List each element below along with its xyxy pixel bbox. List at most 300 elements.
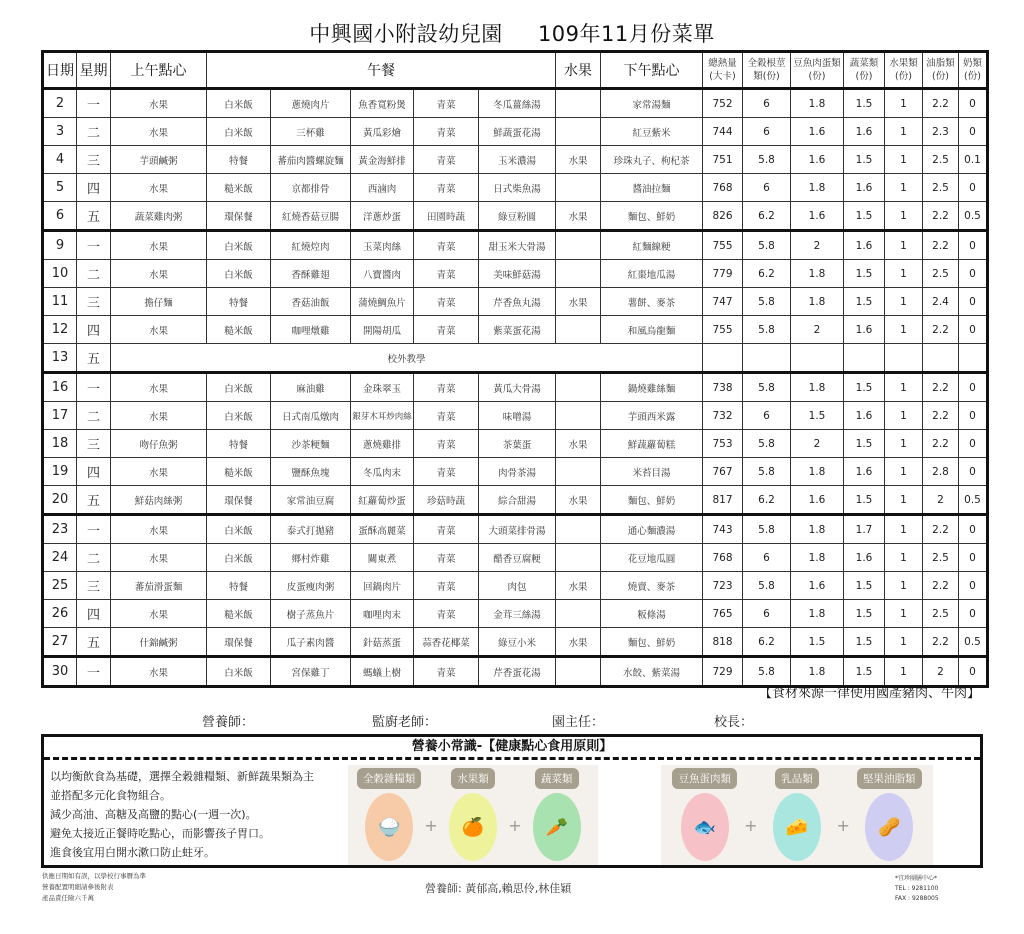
cell-side-dish: 蛋酥高麗菜 [351,515,414,544]
signature-director: 園主任： [552,715,605,730]
cell-grains: 5.8 [743,316,791,344]
cell-morning-snack: 擔仔麵 [111,288,207,316]
cell-fruit [556,373,601,402]
cell-fruit: 水果 [556,430,601,458]
cell-morning-snack: 水果 [111,316,207,344]
cell-side-dish: 洋蔥炒蛋 [351,202,414,231]
cell-fruits: 1 [885,89,923,118]
cell-morning-snack: 水果 [111,515,207,544]
school-name: 中興國小附設幼兒園 [309,22,503,46]
table-header-row [43,52,988,89]
cell-vegetable: 青菜 [414,544,479,572]
cell-calories: 767 [703,458,743,486]
tip-line: 進食後宜用白開水漱口防止蛀牙。 [50,846,215,859]
cell-vegetables: 1.5 [844,89,885,118]
cell-staple: 白米飯 [207,373,271,402]
cell-dairy: 0 [959,600,988,628]
cell-date: 30 [43,657,77,687]
cell-soup: 大頭菜排骨湯 [479,515,556,544]
plus-icon: + [508,816,522,835]
cell-calories: 779 [703,260,743,288]
cell-fats: 2.5 [923,146,959,174]
cell-vegetable: 田園時蔬 [414,202,479,231]
cell-main-dish: 鹽酥魚塊 [271,458,351,486]
table-row [43,202,988,231]
cell-calories: 755 [703,231,743,260]
cell-weekday: 二 [77,260,111,288]
cell-fats: 2.2 [923,430,959,458]
caterer-name: *宜珍團膳中心* [895,875,938,882]
cell-staple: 白米飯 [207,402,271,430]
cell-weekday: 二 [77,544,111,572]
cell-vegetable: 青菜 [414,316,479,344]
cell-staple: 白米飯 [207,231,271,260]
cell-staple: 環保餐 [207,486,271,515]
cell-side-dish: 玉菜肉絲 [351,231,414,260]
cell-fats: 2.2 [923,202,959,231]
cell-grains: 5.8 [743,430,791,458]
cell-soup: 芹香魚丸湯 [479,288,556,316]
cell-weekday: 四 [77,458,111,486]
cell-grains: 6 [743,544,791,572]
table-row [43,174,988,202]
cell-empty [703,344,743,373]
table-row [43,316,988,344]
cell-vegetable: 青菜 [414,288,479,316]
cell-date: 9 [43,231,77,260]
cell-fats: 2.5 [923,600,959,628]
cell-side-dish: 螞蟻上樹 [351,657,414,687]
cell-grains: 6.2 [743,486,791,515]
cell-fruits: 1 [885,544,923,572]
cell-staple: 環保餐 [207,628,271,657]
cell-fats: 2.2 [923,316,959,344]
cell-staple: 白米飯 [207,544,271,572]
cell-weekday: 二 [77,402,111,430]
cell-staple: 環保餐 [207,202,271,231]
cell-morning-snack: 水果 [111,657,207,687]
cell-empty [743,344,791,373]
food-group [669,768,741,865]
cell-fruit [556,544,601,572]
table-row [43,572,988,600]
header-fruits: 水果類(份) [885,52,923,89]
cell-soup: 綠豆小米 [479,628,556,657]
cell-staple: 白米飯 [207,118,271,146]
cell-dairy: 0 [959,572,988,600]
cell-morning-snack: 水果 [111,174,207,202]
cell-weekday: 四 [77,316,111,344]
cell-morning-snack: 蕃茄滑蛋麵 [111,572,207,600]
cell-weekday: 五 [77,628,111,657]
cell-empty [959,344,988,373]
cell-staple: 特餐 [207,288,271,316]
cell-grains: 6 [743,89,791,118]
cell-calories: 817 [703,486,743,515]
table-row [43,402,988,430]
cell-empty [923,344,959,373]
cell-fats: 2.4 [923,288,959,316]
cell-fruits: 1 [885,486,923,515]
cell-main-dish: 沙茶粳麵 [271,430,351,458]
cell-protein: 1.8 [791,373,844,402]
cell-afternoon-snack: 芋頭西米露 [601,402,703,430]
cell-vegetables: 1.5 [844,628,885,657]
cell-weekday: 三 [77,430,111,458]
cell-vegetables: 1.6 [844,231,885,260]
cell-vegetables: 1.5 [844,260,885,288]
cell-morning-snack: 水果 [111,600,207,628]
table-row [43,515,988,544]
header-vegetables: 蔬菜類(份) [844,52,885,89]
cell-fats: 2 [923,657,959,687]
footer-dietitians: 營養師: 黃郁高,賴思伶,林佳穎 [425,882,572,895]
signature-line [0,711,1024,731]
cell-afternoon-snack: 紅豆紫米 [601,118,703,146]
cell-vegetables: 1.6 [844,402,885,430]
cell-date: 16 [43,373,77,402]
cell-fruit: 水果 [556,572,601,600]
cell-calories: 747 [703,288,743,316]
cell-main-dish: 宮保雞丁 [271,657,351,687]
cell-fats: 2.5 [923,260,959,288]
food-group [522,768,592,865]
cell-fruit [556,174,601,202]
cell-vegetables: 1.6 [844,458,885,486]
cell-side-dish: 八寶醬肉 [351,260,414,288]
cell-fruit [556,657,601,687]
cell-protein: 1.6 [791,118,844,146]
cell-side-dish: 回鍋肉片 [351,572,414,600]
header-weekday: 星期 [77,52,111,89]
header-grains: 全穀根莖類(份) [743,52,791,89]
table-row-field-trip [43,344,988,373]
cell-fruit: 水果 [556,628,601,657]
cell-fats: 2.5 [923,544,959,572]
cell-weekday: 一 [77,231,111,260]
cell-afternoon-snack: 水餃、紫菜湯 [601,657,703,687]
cell-vegetables: 1.6 [844,118,885,146]
table-row [43,600,988,628]
cell-protein: 1.6 [791,202,844,231]
cell-afternoon-snack: 米苔目湯 [601,458,703,486]
footer-contact [895,874,939,904]
cell-afternoon-snack: 家常湯麵 [601,89,703,118]
cell-calories: 743 [703,515,743,544]
cell-staple: 白米飯 [207,89,271,118]
cell-vegetable: 青菜 [414,118,479,146]
cell-fruits: 1 [885,628,923,657]
header-fruit: 水果 [556,52,601,89]
cell-grains: 6 [743,402,791,430]
food-group-label: 豆魚蛋肉類 [672,768,737,789]
cell-date: 2 [43,89,77,118]
cell-fruit [556,316,601,344]
menu-period: 109年11月份菜單 [537,22,715,46]
cell-grains: 6.2 [743,628,791,657]
cell-fruits: 1 [885,572,923,600]
header-date: 日期 [43,52,77,89]
tip-line: 減少高油、高糖及高鹽的點心(一週一次)。 [50,808,257,821]
cell-vegetable: 青菜 [414,146,479,174]
cell-staple: 糙米飯 [207,174,271,202]
cell-fruit [556,402,601,430]
cell-calories: 744 [703,118,743,146]
cell-afternoon-snack: 粄條湯 [601,600,703,628]
cell-side-dish: 金珠翠玉 [351,373,414,402]
cell-staple: 特餐 [207,430,271,458]
cell-staple: 白米飯 [207,657,271,687]
cell-main-dish: 香菇油飯 [271,288,351,316]
cell-afternoon-snack: 醬油拉麵 [601,174,703,202]
cell-morning-snack: 什錦鹹粥 [111,628,207,657]
cell-main-dish: 紅燒焢肉 [271,231,351,260]
table-row [43,628,988,657]
cell-staple: 白米飯 [207,260,271,288]
cell-fruit [556,260,601,288]
cell-protein: 1.8 [791,544,844,572]
food-groups-panel-right [661,765,933,865]
cell-vegetables: 1.5 [844,288,885,316]
cell-fruits: 1 [885,231,923,260]
nutrition-tips-text [50,767,314,862]
cell-vegetable: 青菜 [414,657,479,687]
cell-fruit [556,89,601,118]
cell-afternoon-snack: 紅棗地瓜湯 [601,260,703,288]
cell-grains: 5.8 [743,288,791,316]
header-fats: 油脂類(份) [923,52,959,89]
tip-line: 避免太接近正餐時吃點心，而影響孩子胃口。 [50,827,270,840]
cell-date: 26 [43,600,77,628]
signature-kitchen-supervisor: 監廚老師： [372,715,438,730]
table-row [43,118,988,146]
table-row [43,288,988,316]
cell-calories: 768 [703,544,743,572]
cell-dairy: 0 [959,373,988,402]
cell-staple: 糙米飯 [207,458,271,486]
cell-side-dish: 紅蘿蔔炒蛋 [351,486,414,515]
cell-dairy: 0.5 [959,486,988,515]
cell-fats: 2.3 [923,118,959,146]
cell-vegetables: 1.6 [844,544,885,572]
food-group-label: 乳品類 [775,768,819,789]
cell-soup: 黃瓜大骨湯 [479,373,556,402]
cell-grains: 5.8 [743,231,791,260]
cell-side-dish: 針菇蒸蛋 [351,628,414,657]
cell-vegetables: 1.5 [844,146,885,174]
cell-date: 4 [43,146,77,174]
cell-date: 13 [43,344,77,373]
cell-weekday: 一 [77,89,111,118]
cell-vegetable: 青菜 [414,402,479,430]
cell-afternoon-snack: 鮮蔬蘿蔔糕 [601,430,703,458]
cell-grains: 6 [743,118,791,146]
cell-calories: 826 [703,202,743,231]
cell-soup: 肉骨茶湯 [479,458,556,486]
cell-staple: 白米飯 [207,515,271,544]
cell-calories: 723 [703,572,743,600]
cell-side-dish: 黃瓜彩燴 [351,118,414,146]
cell-vegetables: 1.6 [844,174,885,202]
cell-fats: 2.2 [923,515,959,544]
cell-fats: 2.2 [923,402,959,430]
cell-vegetable: 青菜 [414,458,479,486]
cell-weekday: 四 [77,600,111,628]
cell-main-dish: 香酥雞翅 [271,260,351,288]
cell-fruit: 水果 [556,146,601,174]
cell-fats: 2.2 [923,572,959,600]
tip-line: 以均衡飲食為基礎，選擇全穀雜糧類、新鮮蔬果類為主 [50,770,314,783]
cell-grains: 5.8 [743,146,791,174]
table-row [43,260,988,288]
menu-table [41,50,989,688]
cell-afternoon-snack: 麵包、鮮奶 [601,202,703,231]
cell-morning-snack: 水果 [111,402,207,430]
cell-morning-snack: 水果 [111,231,207,260]
cell-vegetable: 青菜 [414,174,479,202]
cell-dairy: 0.5 [959,628,988,657]
cell-fruit: 水果 [556,486,601,515]
cell-date: 20 [43,486,77,515]
cell-date: 18 [43,430,77,458]
cell-dairy: 0 [959,657,988,687]
cell-fats: 2.2 [923,628,959,657]
dairy-icon: 🧀 [773,793,821,861]
cell-dairy: 0.5 [959,202,988,231]
grain-bowl-icon: 🍚 [365,793,413,861]
caterer-fax: FAX : 9288005 [895,895,939,902]
cell-date: 27 [43,628,77,657]
cell-main-dish: 日式南瓜燉肉 [271,402,351,430]
cell-main-dish: 麻油雞 [271,373,351,402]
cell-fruit [556,118,601,146]
cell-fruits: 1 [885,373,923,402]
cell-date: 5 [43,174,77,202]
cell-fats: 2 [923,486,959,515]
cell-soup: 美味鮮菇湯 [479,260,556,288]
cell-protein: 2 [791,231,844,260]
cell-weekday: 一 [77,657,111,687]
footer-note: 營養配置明細請參後附表 [42,883,114,891]
cell-morning-snack: 水果 [111,544,207,572]
signature-principal: 校長： [714,715,754,730]
cell-dairy: 0 [959,402,988,430]
cell-vegetable: 蒜香花椰菜 [414,628,479,657]
food-group-label: 蔬菜類 [535,768,579,789]
cell-calories: 753 [703,430,743,458]
cell-afternoon-snack: 通心麵濃湯 [601,515,703,544]
cell-protein: 2 [791,316,844,344]
cell-vegetables: 1.5 [844,657,885,687]
nutrition-tips-title: 營養小常識-【健康點心食用原則】 [44,737,980,760]
cell-main-dish: 皮蛋瘦肉粥 [271,572,351,600]
cell-empty [885,344,923,373]
cell-afternoon-snack: 紅麵線粳 [601,231,703,260]
vegetable-icon: 🥕 [533,793,581,861]
cell-dairy: 0 [959,458,988,486]
cell-protein: 1.6 [791,486,844,515]
cell-soup: 綜合甜湯 [479,486,556,515]
cell-afternoon-snack: 和風烏龍麵 [601,316,703,344]
header-protein: 豆魚肉蛋類(份) [791,52,844,89]
cell-protein: 1.8 [791,288,844,316]
table-row [43,89,988,118]
table-row [43,486,988,515]
cell-vegetables: 1.5 [844,202,885,231]
cell-morning-snack: 水果 [111,373,207,402]
cell-soup: 醋香豆腐粳 [479,544,556,572]
plus-icon: + [424,816,438,835]
cell-grains: 5.8 [743,458,791,486]
cell-main-dish: 鄉村炸雞 [271,544,351,572]
cell-dairy: 0 [959,174,988,202]
cell-calories: 818 [703,628,743,657]
cell-calories: 751 [703,146,743,174]
cell-weekday: 三 [77,288,111,316]
cell-fruits: 1 [885,515,923,544]
nutrition-tips-box [41,734,983,868]
food-group-label: 堅果油脂類 [857,768,922,789]
cell-protein: 2 [791,430,844,458]
cell-vegetable: 青菜 [414,373,479,402]
table-row [43,430,988,458]
cell-protein: 1.5 [791,628,844,657]
plus-icon: + [744,816,758,835]
cell-fruits: 1 [885,146,923,174]
cell-date: 19 [43,458,77,486]
cell-weekday: 三 [77,146,111,174]
food-group [853,768,925,865]
cell-fruit [556,231,601,260]
cell-side-dish: 開陽胡瓜 [351,316,414,344]
protein-icon: 🐟 [681,793,729,861]
cell-morning-snack: 水果 [111,458,207,486]
header-morning-snack: 上午點心 [111,52,207,89]
cell-main-dish: 紅燒香菇豆腸 [271,202,351,231]
cell-empty [791,344,844,373]
signature-dietitian: 營養師： [202,715,255,730]
cell-weekday: 三 [77,572,111,600]
cell-morning-snack: 水果 [111,118,207,146]
cell-fruits: 1 [885,458,923,486]
cell-fruits: 1 [885,657,923,687]
cell-vegetable: 青菜 [414,572,479,600]
fruit-icon: 🍊 [449,793,497,861]
cell-soup: 茶葉蛋 [479,430,556,458]
cell-vegetables: 1.5 [844,373,885,402]
cell-afternoon-snack: 花豆地瓜圓 [601,544,703,572]
cell-vegetable: 珍菇時蔬 [414,486,479,515]
cell-calories: 732 [703,402,743,430]
footer-note: 供應日期如有誤，以學校行事曆為準 [42,872,146,880]
cell-soup: 芹香蛋花湯 [479,657,556,687]
cell-dairy: 0 [959,288,988,316]
ingredient-source-note: 【食材來源一律使用國產豬肉、牛肉】 [758,686,980,701]
cell-soup: 冬瓜薑絲湯 [479,89,556,118]
cell-grains: 5.8 [743,515,791,544]
cell-protein: 1.8 [791,657,844,687]
cell-morning-snack: 水果 [111,89,207,118]
food-group [761,768,833,865]
cell-fruits: 1 [885,316,923,344]
cell-date: 3 [43,118,77,146]
cell-dairy: 0 [959,316,988,344]
cell-fruits: 1 [885,202,923,231]
food-groups-panel-left [348,765,598,865]
cell-side-dish: 蒲燒鯛魚片 [351,288,414,316]
cell-morning-snack: 鮮菇肉絲粥 [111,486,207,515]
cell-protein: 1.8 [791,458,844,486]
